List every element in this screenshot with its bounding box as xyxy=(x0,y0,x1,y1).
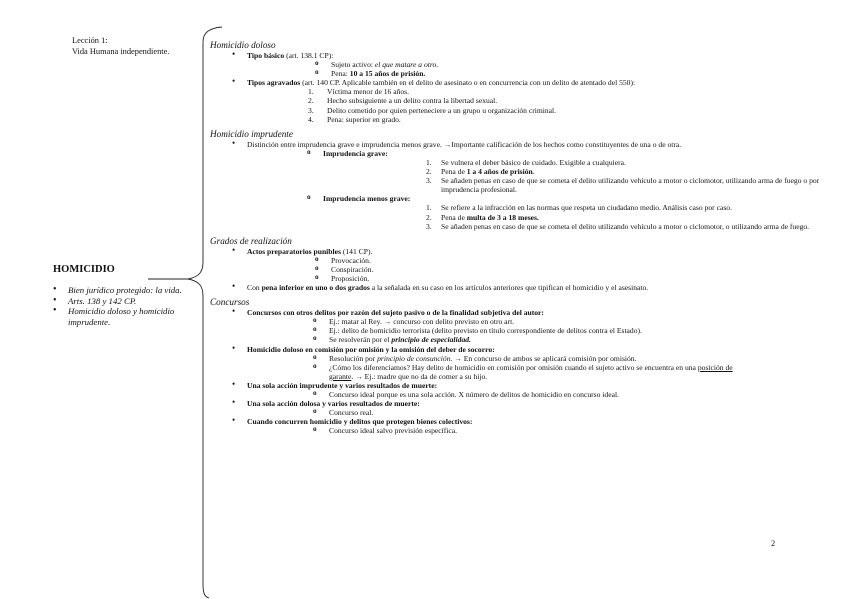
list-item xyxy=(247,363,840,381)
item-text-underlined: garante xyxy=(329,371,352,381)
section-grados-realizacion xyxy=(210,236,840,292)
item-text: Sujeto activo: xyxy=(331,60,375,70)
section-homicidio-doloso xyxy=(210,40,840,124)
item-text-bold: 10 a 15 años de prisión. xyxy=(349,69,426,79)
term: Actos preparatorios punibles xyxy=(247,246,341,256)
item-text: (art. 138.1 CP): xyxy=(284,51,334,60)
list-item xyxy=(210,381,840,399)
list-item xyxy=(323,213,840,222)
list-item xyxy=(247,69,840,78)
term: Tipos agravados xyxy=(247,78,301,88)
term: Imprudencia menos grave: xyxy=(323,194,411,204)
numbered-list xyxy=(323,203,840,230)
item-text: . xyxy=(532,167,535,177)
list-item: o Ej.: matar al Rey. → concurso con delito previsto en otro art. xyxy=(247,317,840,326)
item-text-underlined: posición de xyxy=(697,362,733,372)
term: Homicidio doloso en comisión por omisión y la omisión del deber de socorro: xyxy=(247,344,495,354)
item-text: Se añaden penas en caso de que se cometa el delito utilizando vehículo a motor o ciclomotor, utilizando arma de fuego o por xyxy=(441,176,820,186)
list-item xyxy=(247,354,840,363)
term: Concursos con otros delitos por razón del sujeto pasivo o de la finalidad subjetiva del autor: xyxy=(247,308,544,318)
item-text: Pena: xyxy=(331,69,350,79)
item-text-italic: el que matare a otro. xyxy=(374,60,439,70)
list-item xyxy=(210,345,840,381)
item-text: imprudencia profesional. xyxy=(441,185,517,195)
list-item xyxy=(247,115,840,124)
item-text: Pena: superior en grado. xyxy=(327,114,401,124)
item-number: 4. xyxy=(308,114,314,124)
sub-list xyxy=(247,317,840,344)
term: Cuando concurren homicidio y delitos que protegen bienes colectivos: xyxy=(247,417,473,427)
item-text: Víctima menor de 16 años. xyxy=(327,87,410,97)
sub-list xyxy=(247,60,840,78)
numbered-list xyxy=(323,158,840,194)
item-text: Se resolverán por el xyxy=(329,335,392,345)
section-title: Homicidio imprudente xyxy=(210,128,293,139)
item-text: (art. 140 CP. Aplicable también en el delito de asesinato o en concurrencia con un delito de atentado del 550): xyxy=(300,78,636,88)
sub-list xyxy=(247,390,840,399)
list-item: o Concurso ideal porque es una sola acción. X número de delitos de homicidio en concurso ideal. xyxy=(247,390,840,399)
item-number: 3. xyxy=(426,176,432,186)
list-item xyxy=(210,417,840,435)
item-text: Pena de xyxy=(441,167,467,177)
list-item: o Conspiración. xyxy=(247,265,840,274)
item-text: Se añaden penas en caso de que se cometa el delito utilizando vehículo a motor o ciclomotor, o utilizando arma de fuego. xyxy=(441,221,810,231)
list-item xyxy=(210,283,840,292)
item-text: Pena de xyxy=(441,212,467,222)
list-item xyxy=(210,51,840,78)
item-text: ¿Cómo los diferenciamos? Hay delito de homicidio en comisión por omisión cuando el sujeto activo se encuentra en una xyxy=(329,362,698,372)
list-item xyxy=(323,158,840,167)
section-title: Grados de realización xyxy=(210,235,292,246)
list-item xyxy=(247,106,840,115)
sub-list xyxy=(247,426,840,435)
list-item xyxy=(210,78,840,123)
item-number: 3. xyxy=(426,221,432,231)
list-item: o Proposición. xyxy=(247,274,840,283)
item-text-bold: 1 a 4 años de prisión xyxy=(466,167,533,177)
list-item: o Provocación. xyxy=(247,256,840,265)
sub-list xyxy=(247,408,840,417)
list-item xyxy=(247,60,840,69)
item-text: Distinción entre imprudencia grave e imprudencia menos grave. →Importante calificación de los hechos como constituyentes de una o de otra. xyxy=(247,139,682,149)
numbered-list xyxy=(247,87,840,123)
item-text: . → Ej.: madre que no da de comer a su hijo. xyxy=(351,371,488,381)
section-homicidio-imprudente xyxy=(210,129,840,231)
list-item xyxy=(247,335,840,344)
item-text: Resolución por xyxy=(329,353,378,363)
item-number: 3. xyxy=(308,105,314,115)
list-item xyxy=(323,176,840,194)
item-number: 1. xyxy=(308,87,314,97)
list-item xyxy=(210,140,840,231)
list-item xyxy=(247,87,840,96)
item-number: 1. xyxy=(426,203,432,213)
summary-item: • Arts. 138 y 142 CP. xyxy=(53,296,198,306)
list-item xyxy=(210,399,840,417)
section-title: Concursos xyxy=(210,297,250,308)
sub-list xyxy=(247,256,840,283)
item-text: a la señalada en su caso en los artículos anteriores que tipifican el homicidio y el asesinato. xyxy=(369,283,649,293)
list-item: o Concurso ideal salvo previsión específica. xyxy=(247,426,840,435)
lesson-number: Lección 1: xyxy=(72,36,108,45)
summary-item: • Bien jurídico protegido: la vida. xyxy=(53,285,198,295)
bullet-list xyxy=(210,308,840,435)
item-text: (141 CP). xyxy=(340,246,373,256)
bullet-list xyxy=(210,247,840,292)
sub-list xyxy=(247,149,840,231)
section-concursos xyxy=(210,297,840,435)
term: Tipo básico xyxy=(247,51,285,60)
item-number: 2. xyxy=(426,212,432,222)
list-item xyxy=(323,167,840,176)
bullet-list xyxy=(210,51,840,124)
list-item xyxy=(210,247,840,283)
term: Imprudencia grave: xyxy=(323,148,388,158)
page-number: 2 xyxy=(771,539,776,548)
item-text-italic: principio de consunción. xyxy=(377,353,453,363)
list-item xyxy=(247,96,840,105)
term: Una sola acción dolosa y varios resultados de muerte: xyxy=(247,399,420,409)
term: Una sola acción imprudente y varios resultados de muerte: xyxy=(247,380,438,390)
list-item xyxy=(247,194,840,230)
sub-list xyxy=(247,354,840,381)
item-number: 2. xyxy=(426,167,432,177)
list-item xyxy=(323,203,840,212)
section-title: Homicidio doloso xyxy=(210,40,276,50)
item-text: → En concurso de ambos se aplicará comisión por omisión. xyxy=(452,353,637,363)
item-text-bold: pena inferior en uno o dos grados xyxy=(261,283,370,293)
lesson-title: Vida Humana independiente. xyxy=(72,46,170,56)
item-text: Hecho subsiguiente a un delito contra la libertad sexual. xyxy=(327,96,498,106)
list-item: o Concurso real. xyxy=(247,408,840,417)
item-text-bold-italic: principio de especialidad. xyxy=(391,335,471,345)
item-text-bold: multa de 3 a 18 meses. xyxy=(466,212,539,222)
summary-item: • Homicidio doloso y homicidio imprudente. xyxy=(53,306,198,326)
item-number: 2. xyxy=(308,96,314,106)
list-item xyxy=(247,149,840,194)
list-item: o Ej.: delito de homicidio terrorista (delito previsto en título correspondiente de delitos contra el Estado). xyxy=(247,326,840,335)
bullet-list xyxy=(210,140,840,231)
list-item xyxy=(210,308,840,344)
item-text: Se vulnera el deber básico de cuidado. Exigible a cualquiera. xyxy=(441,157,626,167)
topic-title: HOMICIDIO xyxy=(53,264,115,275)
notes-content xyxy=(210,40,840,435)
item-text: Delito cometido por quien perteneciere a un grupo u organización criminal. xyxy=(327,105,557,115)
item-text: Con xyxy=(247,283,262,293)
item-number: 1. xyxy=(426,157,432,167)
list-item xyxy=(323,222,840,231)
item-text: Se refiere a la infracción en las normas que respeta un ciudadano medio. Análisis caso por caso. xyxy=(441,203,732,213)
